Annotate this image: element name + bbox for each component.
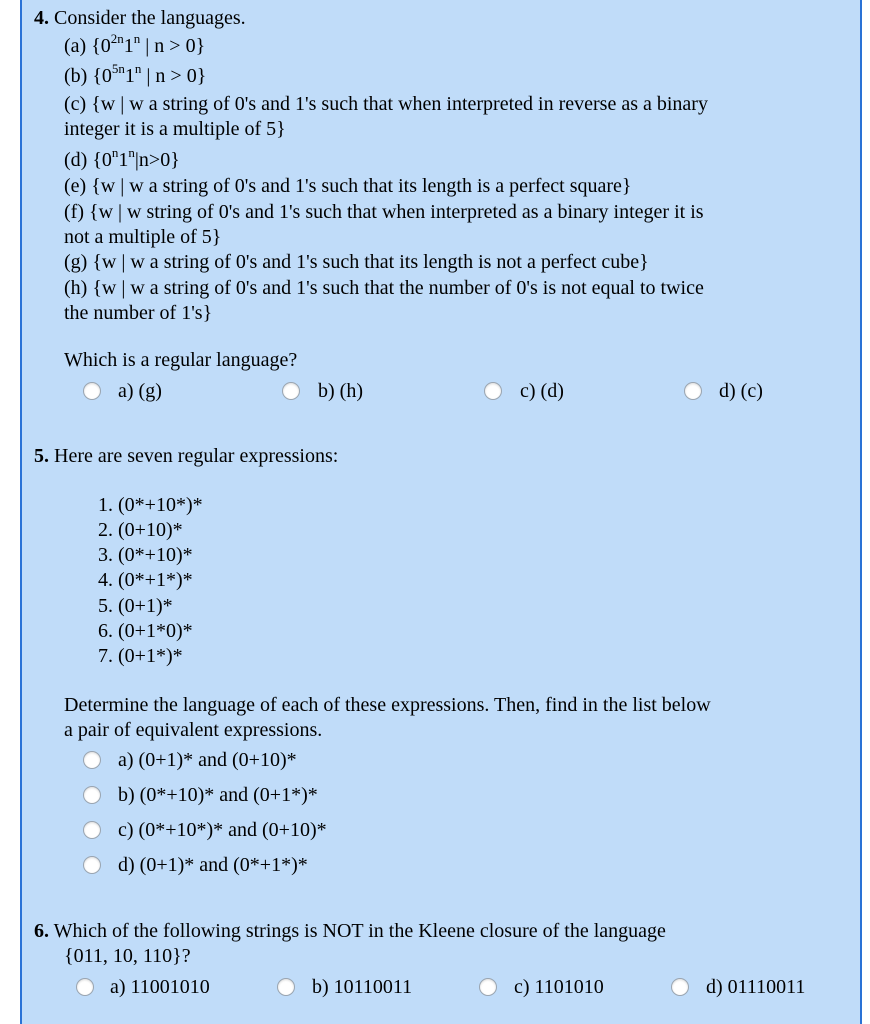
q4-b-suffix: | n > 0} [141,65,207,87]
q4-d-exp2: n [128,145,135,161]
q5-option-d-radio[interactable] [83,856,101,874]
q5-option-a-label: a) (0+1)* and (0+10)* [118,749,297,771]
q5-number: 5. [34,445,49,467]
question-panel [20,0,862,1024]
q4-a-exp2: n [133,31,141,47]
q4-a-suffix: | n > 0} [140,35,206,57]
q4-header [34,6,246,30]
q6-option-a-radio[interactable] [76,978,94,996]
q6-option-c-label: c) 1101010 [514,976,604,998]
q5-expression: 7. (0+1*)* [98,645,183,667]
q5-expression: 6. (0+1*0)* [98,620,193,642]
q4-d-prefix: (d) {0 [64,149,112,171]
q6-option-b-label: b) 10110011 [312,976,413,998]
q4-a-prefix: (a) {0 [64,35,111,57]
q5-prompt-line1: Determine the language of each of these expressions. Then, find in the list below [64,694,711,716]
q5-expression: 1. (0*+10*)* [98,494,203,516]
q4-question: Which is a regular language? [64,349,298,371]
q4-b-prefix: (b) {0 [64,65,112,87]
q6-option-c-radio[interactable] [479,978,497,996]
q4-option-c-label: c) (d) [520,380,564,402]
q4-b-exp2: n [134,61,142,77]
q5-title: Here are seven regular expressions: [54,445,339,467]
q6-option-d-label: d) 01110011 [706,976,806,998]
q4-d-mid: 1 [118,149,129,171]
q5-expression: 5. (0+1)* [98,595,173,617]
q5-prompt-line2: a pair of equivalent expressions. [64,719,323,741]
q5-expression: 2. (0+10)* [98,519,183,541]
q4-option-b-label: b) (h) [318,380,363,402]
q5-option-c-radio[interactable] [83,821,101,839]
q5-option-b-label: b) (0*+10)* and (0+1*)* [118,784,318,806]
q4-language-h-line1: (h) {w | w a string of 0's and 1's such that the number of 0's is not equal to twice [64,277,704,299]
q5-option-b-radio[interactable] [83,786,101,804]
q4-language-f-line1: (f) {w | w string of 0's and 1's such that when interpreted as a binary integer it is [64,201,704,223]
q4-option-a-label: a) (g) [118,380,162,402]
q4-language-e: (e) {w | w a string of 0's and 1's such that its length is a perfect square} [64,175,632,197]
q4-language-g: (g) {w | w a string of 0's and 1's such that its length is not a perfect cube} [64,251,649,273]
q6-option-b-radio[interactable] [277,978,295,996]
q4-title: Consider the languages. [54,7,246,29]
q5-option-d-label: d) (0+1)* and (0*+1*)* [118,854,308,876]
q5-option-c-label: c) (0*+10*)* and (0+10)* [118,819,327,841]
q6-line2: {011, 10, 110}? [64,945,191,967]
q4-a-mid: 1 [123,35,134,57]
q4-language-h-line2: the number of 1's} [64,302,213,324]
q4-d-exp1: n [111,145,119,161]
q4-language-a [64,31,206,58]
q4-option-c-radio[interactable] [484,382,502,400]
q4-option-a-radio[interactable] [83,382,101,400]
q5-expression: 3. (0*+10)* [98,544,193,566]
q6-header [34,919,666,943]
q4-option-d-radio[interactable] [684,382,702,400]
q5-header [34,444,338,468]
q6-option-a-label: a) 11001010 [110,976,210,998]
q4-option-d-label: d) (c) [719,380,763,402]
q4-language-c-line1: (c) {w | w a string of 0's and 1's such that when interpreted in reverse as a binary [64,93,708,115]
q4-option-b-radio[interactable] [282,382,300,400]
q4-number: 4. [34,7,49,29]
q4-b-mid: 1 [124,65,135,87]
q4-language-d [64,145,180,172]
q4-d-suffix: |n>0} [134,149,180,171]
q6-option-d-radio[interactable] [671,978,689,996]
q4-a-exp1: 2n [110,31,124,47]
q4-b-exp1: 5n [111,61,125,77]
q4-language-b [64,61,207,88]
q6-number: 6. [34,920,49,942]
q4-language-f-line2: not a multiple of 5} [64,226,222,248]
q6-line1: Which of the following strings is NOT in the Kleene closure of the language [53,920,666,942]
q4-language-c-line2: integer it is a multiple of 5} [64,118,286,140]
q5-option-a-radio[interactable] [83,751,101,769]
q5-expression: 4. (0*+1*)* [98,569,193,591]
